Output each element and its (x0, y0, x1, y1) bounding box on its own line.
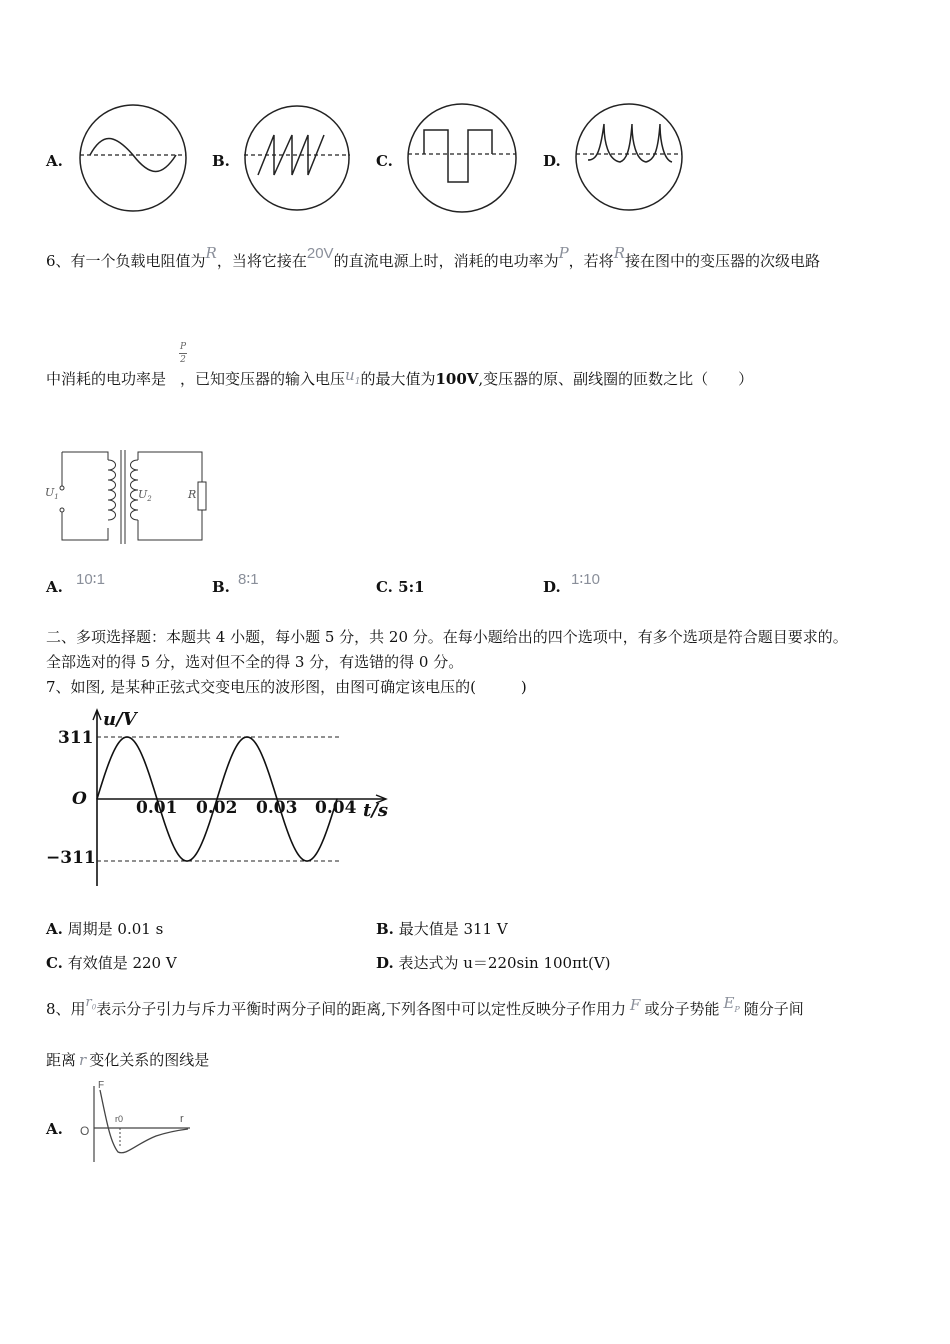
q6-text-7: ，已知变压器的输入电压 (180, 370, 346, 388)
q6-var-r2: R (613, 244, 625, 262)
q8-graph-f-label: F (98, 1080, 105, 1091)
q6-option-c[interactable] (376, 578, 425, 596)
q6-var-r: R (205, 244, 217, 262)
q6-voltage-100v: 100V (435, 370, 479, 388)
q7-data-point (246, 736, 248, 738)
q6-var-u1 (345, 366, 361, 387)
q6-text-4: ，若将 (568, 252, 614, 270)
q8-var-f: F (630, 996, 641, 1014)
q8-text-2: 表示分子引力与斥力平衡时两分子间的距离,下列各图中可以定性反映分子作用力 (96, 1000, 627, 1018)
q6-option-b-value: 8∶1 (238, 571, 259, 588)
q8-text-6: 变化关系的图线是 (89, 1051, 210, 1069)
q6-u1-sub: 1 (354, 377, 361, 387)
q6-u1-letter: u (345, 366, 355, 384)
q6-text-5: 接在图中的变压器的次级电路 (624, 252, 820, 270)
q6-frac-num: P (179, 342, 187, 352)
q8-graph-o-label: O (80, 1124, 90, 1138)
q7-option-a-text: 周期是 0.01 s (67, 920, 164, 938)
q6-circuit-u1-sub: 1 (54, 493, 59, 502)
q7-option-c-label: C. (46, 954, 63, 972)
q6-circuit-u2-sub: 2 (147, 495, 152, 504)
q8-text-3: 或分子势能 (644, 1000, 720, 1018)
q7-x-axis-label: t/s (363, 800, 389, 821)
q6-stem-line2 (46, 368, 753, 391)
q5-option-b-waveform[interactable] (242, 103, 352, 213)
q6-fraction-p-over-2 (179, 342, 187, 365)
q5-option-a-waveform[interactable] (78, 103, 188, 213)
q7-option-d-text: 表达式为 u＝220sin 100πt(V) (398, 954, 611, 972)
q7-option-d[interactable] (376, 952, 611, 973)
q6-var-p: P (558, 244, 569, 262)
q7-data-point (306, 860, 308, 862)
q8-ep-letter: E (723, 994, 735, 1012)
q8-stem-line1 (46, 994, 804, 1020)
q8-option-a-label[interactable]: A. (46, 1120, 63, 1138)
q8-text-5: 距离 (46, 1051, 77, 1069)
q7-data-point (96, 798, 98, 800)
q5-option-d-waveform[interactable] (574, 102, 684, 212)
q8-var-ep (719, 994, 743, 1012)
q6-option-d[interactable] (543, 578, 561, 596)
q8-graph-r-label: r (180, 1113, 184, 1125)
q7-origin-label: O (72, 789, 87, 809)
q7-data-point (186, 860, 188, 862)
q7-y-axis-label: u/V (103, 709, 137, 730)
q6-frac-den: 2 (180, 355, 186, 365)
q6-circuit-u1-label (45, 486, 59, 501)
q7-xtick-001: 0.01 (136, 798, 178, 818)
q5-option-d-label[interactable]: D. (543, 152, 561, 170)
q7-xtick-002: 0.02 (196, 798, 238, 818)
q8-text-4: 随分子间 (743, 1000, 804, 1018)
q7-ymin-label: −311 (46, 848, 96, 868)
q6-option-a-label: A. (46, 578, 63, 596)
q5-option-c-waveform[interactable] (406, 102, 518, 214)
q7-option-b-label: B. (376, 920, 394, 938)
q6-option-b[interactable] (212, 578, 230, 596)
q5-option-a-label[interactable]: A. (46, 152, 63, 170)
q7-option-c[interactable] (46, 952, 177, 973)
q8-graph-r0-label: r0 (115, 1114, 124, 1124)
q8-r0-sub: 0 (91, 1003, 97, 1012)
section2-instruction-line2: 全部选对的得 5 分，选对但不全的得 3 分，有选错的得 0 分。 (46, 653, 464, 671)
q8-stem-line2 (46, 1049, 209, 1070)
q6-option-d-label: D. (543, 578, 561, 596)
q6-option-b-label: B. (212, 578, 230, 596)
q6-option-c-value: 5:1 (398, 578, 425, 596)
section2-instruction-line1: 二、多项选择题：本题共 4 小题，每小题 5 分，共 20 分。在每小题给出的四个选项中，有多个选项是符合题目要求的。 (46, 628, 848, 646)
q7-option-c-text: 有效值是 220 V (67, 954, 177, 972)
q8-var-r: r (79, 1051, 87, 1069)
q8-r0-letter: r (85, 995, 92, 1010)
q6-text-3: 的直流电源上时，消耗的电功率为 (333, 252, 559, 270)
q6-text-1: 6、有一个负载电阻值为 (46, 252, 206, 270)
q7-option-d-label: D. (376, 954, 394, 972)
q8-var-r0 (86, 995, 97, 1010)
q7-xtick-003: 0.03 (256, 798, 298, 818)
q7-option-b[interactable] (376, 918, 508, 939)
q6-option-a[interactable] (46, 578, 63, 596)
q6-voltage-20v: 20V (306, 245, 334, 262)
q6-circuit-r-label: R (188, 488, 197, 501)
q7-option-a[interactable] (46, 918, 163, 939)
q7-stem: 7、如图, 是某种正弦式交变电压的波形图，由图可确定该电压的( ) (46, 678, 527, 696)
q6-circuit-u1-letter: U (45, 486, 55, 499)
q6-text-8: 的最大值为 (360, 370, 436, 388)
q6-circuit-u2-label (138, 488, 152, 503)
q5-option-b-label[interactable]: B. (212, 152, 230, 170)
q8-option-a-graph[interactable] (76, 1082, 196, 1166)
q8-ep-sub: P (734, 1005, 740, 1014)
q5-option-c-label[interactable]: C. (376, 152, 393, 170)
q6-option-d-value: 1∶10 (571, 571, 600, 588)
q6-circuit-u2-letter: U (138, 488, 148, 501)
q6-text-2: ，当将它接在 (216, 252, 307, 270)
q6-text-6: 中消耗的电功率是 (46, 370, 167, 388)
q7-option-b-text: 最大值是 311 V (398, 920, 508, 938)
q6-option-c-label: C. (376, 578, 393, 596)
q7-option-a-label: A. (46, 920, 63, 938)
q6-stem-line1 (46, 244, 820, 271)
q8-text-1: 8、用 (46, 1000, 86, 1018)
q7-ymax-label: 311 (58, 728, 94, 748)
q6-option-a-value: 10∶1 (76, 571, 105, 588)
q7-data-point (126, 736, 128, 738)
q7-xtick-004: 0.04 (315, 798, 357, 818)
q6-text-9: ,变压器的原、副线圈的匝数之比（ ） (478, 370, 754, 388)
